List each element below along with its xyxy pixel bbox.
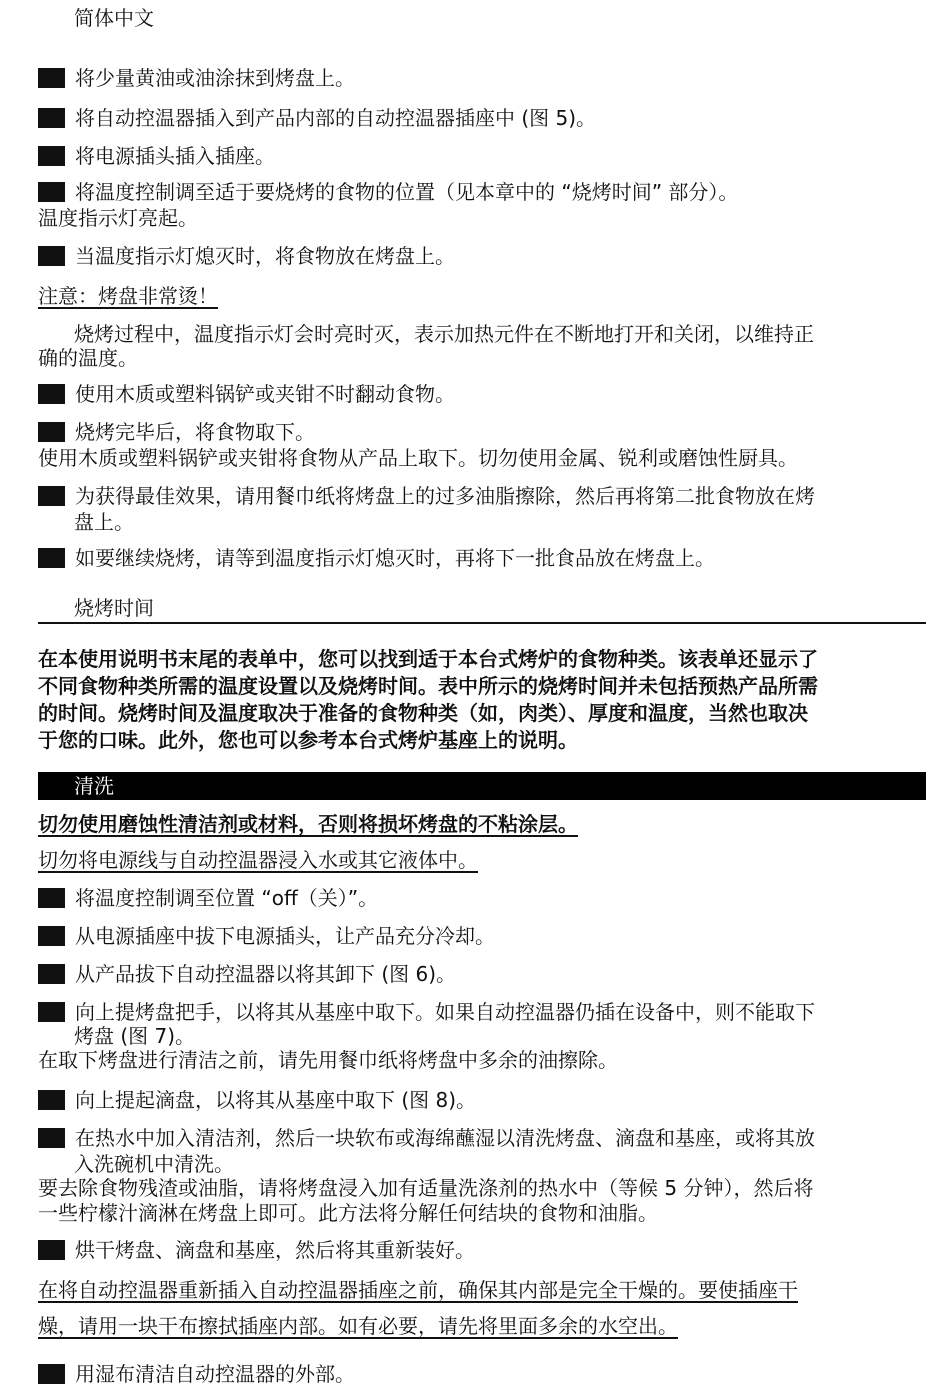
step-item: 烧烤完毕后，将食物取下。 — [38, 420, 315, 444]
bullet-square-icon — [38, 1128, 65, 1148]
step-note: 要去除食物残渣或油脂，请将烤盘浸入加有适量洗涤剂的热水中（等候 5 分钟），然后将 — [38, 1176, 814, 1200]
bullet-square-icon — [38, 146, 65, 166]
info-paragraph-line: 烧烤过程中，温度指示灯会时亮时灭，表示加热元件在不断地打开和关闭，以维持正 — [74, 322, 814, 346]
step-item: 使用木质或塑料锅铲或夹钳不时翻动食物。 — [38, 382, 455, 406]
warning-note: 在将自动控温器重新插入自动控温器插座之前，确保其内部是完全干燥的。要使插座干 — [38, 1278, 798, 1302]
bullet-square-icon — [38, 888, 65, 908]
bullet-square-icon — [38, 422, 65, 442]
language-header: 简体中文 — [74, 6, 154, 30]
bullet-square-icon — [38, 486, 65, 506]
step-item: 向上提烤盘把手，以将其从基座中取下。如果自动控温器仍插在设备中，则不能取下 — [38, 1000, 815, 1024]
bullet-square-icon — [38, 1240, 65, 1260]
section-heading-cleaning: 清洗 — [38, 772, 926, 800]
info-paragraph-line: 确的温度。 — [38, 346, 138, 370]
step-item: 在热水中加入清洁剂，然后一块软布或海绵蘸湿以清洗烤盘、滴盘和基座，或将其放 — [38, 1126, 815, 1150]
section-divider — [38, 622, 926, 624]
step-item: 向上提起滴盘，以将其从基座中取下 (图 8)。 — [38, 1088, 476, 1112]
step-item: 将少量黄油或油涂抹到烤盘上。 — [38, 66, 355, 90]
step-item: 将自动控温器插入到产品内部的自动控温器插座中 (图 5)。 — [38, 106, 596, 130]
bullet-square-icon — [38, 964, 65, 984]
step-item: 从电源插座中拔下电源插头，让产品充分冷却。 — [38, 924, 495, 948]
grill-time-line: 的时间。烧烤时间及温度取决于准备的食物种类（如，肉类）、厚度和温度，当然也取决 — [38, 701, 808, 725]
bullet-square-icon — [38, 246, 65, 266]
step-continuation: 盘上。 — [74, 510, 134, 534]
bullet-square-icon — [38, 1364, 65, 1384]
bullet-square-icon — [38, 548, 65, 568]
warning-note: 燥，请用一块干布擦拭插座内部。如有必要，请先将里面多余的水空出。 — [38, 1314, 678, 1338]
bullet-square-icon — [38, 384, 65, 404]
step-item: 如要继续烧烤，请等到温度指示灯熄灭时，再将下一批食品放在烤盘上。 — [38, 546, 715, 570]
step-note: 一些柠檬汁滴淋在烤盘上即可。此方法将分解任何结块的食物和油脂。 — [38, 1201, 658, 1225]
step-item: 用湿布清洁自动控温器的外部。 — [38, 1362, 355, 1386]
warning-note: 切勿使用磨蚀性清洁剂或材料，否则将损坏烤盘的不粘涂层。 — [38, 812, 578, 836]
caution-note: 注意：烤盘非常烫！ — [38, 284, 218, 308]
bullet-square-icon — [38, 1002, 65, 1022]
step-continuation: 入洗碗机中清洗。 — [74, 1152, 234, 1176]
step-note: 温度指示灯亮起。 — [38, 206, 198, 230]
bullet-square-icon — [38, 182, 65, 202]
step-item: 当温度指示灯熄灭时，将食物放在烤盘上。 — [38, 244, 455, 268]
step-item: 将温度控制调至位置 “off（关）”。 — [38, 886, 378, 910]
grill-time-line: 在本使用说明书末尾的表单中，您可以找到适于本台式烤炉的食物种类。该表单还显示了 — [38, 647, 818, 671]
bullet-square-icon — [38, 68, 65, 88]
step-item: 将温度控制调至适于要烧烤的食物的位置（见本章中的 “烧烤时间” 部分）。 — [38, 180, 738, 204]
step-item: 烘干烤盘、滴盘和基座，然后将其重新装好。 — [38, 1238, 475, 1262]
bullet-square-icon — [38, 1090, 65, 1110]
grill-time-line: 不同食物种类所需的温度设置以及烧烤时间。表中所示的烧烤时间并未包括预热产品所需 — [38, 674, 818, 698]
step-item: 将电源插头插入插座。 — [38, 144, 275, 168]
bullet-square-icon — [38, 108, 65, 128]
grill-time-line: 于您的口味。此外，您也可以参考本台式烤炉基座上的说明。 — [38, 728, 578, 752]
step-item: 从产品拔下自动控温器以将其卸下 (图 6)。 — [38, 962, 456, 986]
step-continuation: 烤盘 (图 7)。 — [74, 1024, 196, 1048]
step-note: 使用木质或塑料锅铲或夹钳将食物从产品上取下。切勿使用金属、锐利或磨蚀性厨具。 — [38, 446, 798, 470]
step-note: 在取下烤盘进行清洁之前，请先用餐巾纸将烤盘中多余的油擦除。 — [38, 1048, 618, 1072]
step-item: 为获得最佳效果，请用餐巾纸将烤盘上的过多油脂擦除，然后再将第二批食物放在烤 — [38, 484, 815, 508]
warning-note: 切勿将电源线与自动控温器浸入水或其它液体中。 — [38, 848, 478, 872]
section-heading-grill-time: 烧烤时间 — [74, 596, 154, 620]
bullet-square-icon — [38, 926, 65, 946]
